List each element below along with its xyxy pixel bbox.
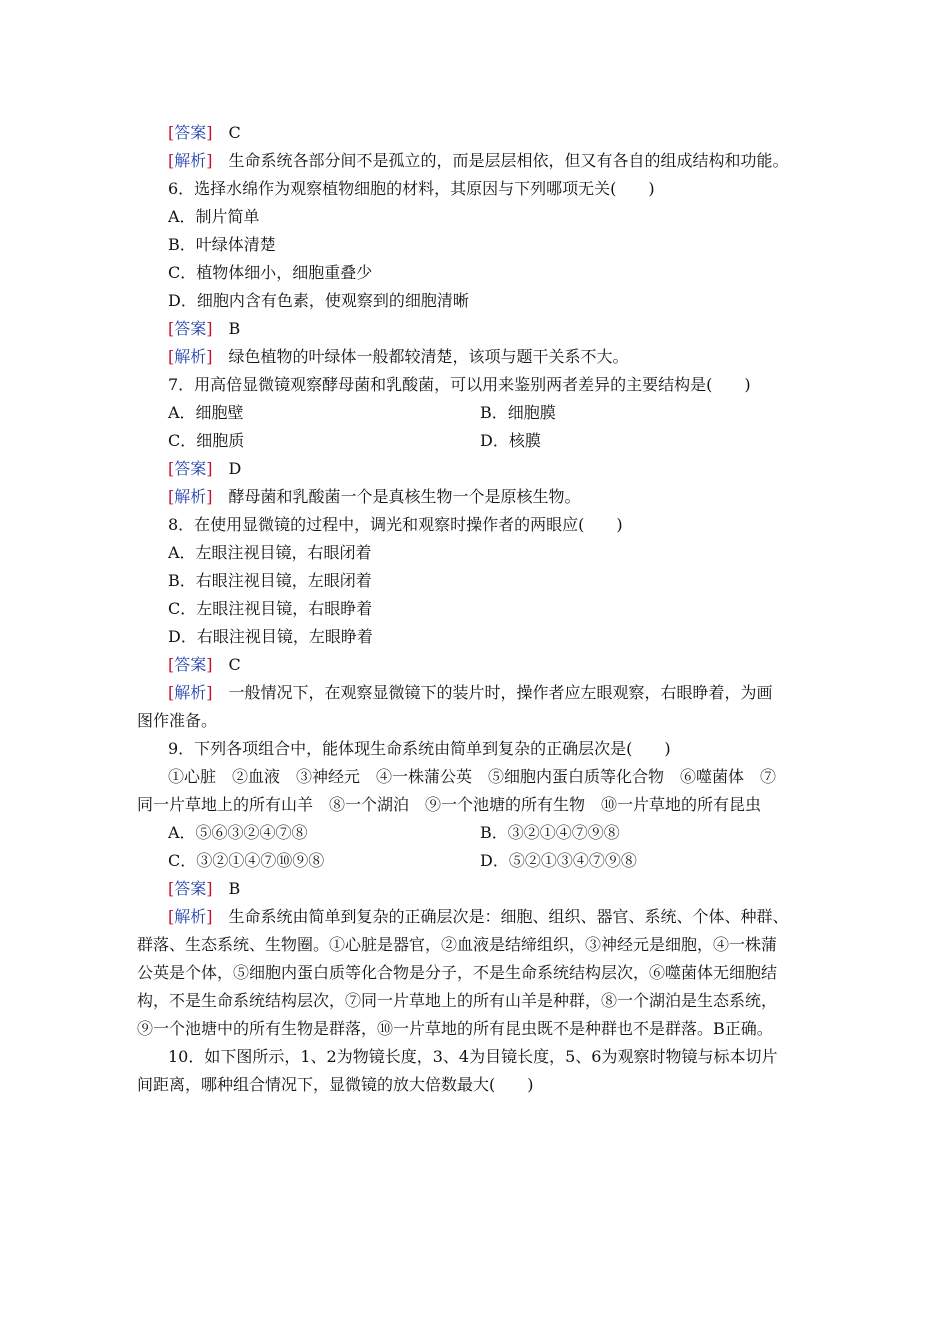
option-c: C．细胞质	[168, 431, 245, 450]
analysis-line-q7: [解析] 酵母菌和乳酸菌一个是真核生物一个是原核生物。	[168, 487, 581, 506]
answer-line-q7: [答案] D	[168, 459, 242, 478]
question-8-stem: 8．在使用显微镜的过程中，调光和观察时操作者的两眼应( )	[168, 515, 623, 534]
option-c: C．左眼注视目镜，右眼睁着	[168, 599, 373, 618]
analysis-text: 酵母菌和乳酸菌一个是真核生物一个是原核生物。	[228, 487, 581, 506]
option-b: B．③②①④⑦⑨⑧	[480, 823, 620, 842]
analysis-line-q9: [解析] 生命系统由简单到复杂的正确层次是：细胞、组织、器官、系统、个体、种群、	[168, 907, 789, 926]
question-10-stem: 10．如下图所示，1、2为物镜长度，3、4为目镜长度，5、6为观察时物镜与标本切片	[168, 1047, 778, 1066]
answer-line-q8: [答案] C	[168, 655, 241, 674]
analysis-text-continued: 图作准备。	[137, 711, 218, 730]
option-d: D．⑤②①③④⑦⑨⑧	[480, 851, 637, 870]
analysis-text: 绿色植物的叶绿体一般都较清楚，该项与题干关系不大。	[228, 347, 629, 366]
option-d: D．右眼注视目镜，左眼睁着	[168, 627, 373, 646]
question-6-stem: 6．选择水绵作为观察植物细胞的材料，其原因与下列哪项无关( )	[168, 179, 655, 198]
option-d: D．细胞内含有色素，使观察到的细胞清晰	[168, 291, 469, 310]
answer-value: B	[228, 319, 241, 338]
answer-line-q6: [答案] B	[168, 319, 241, 338]
question-9-items-continued: 同一片草地上的所有山羊 ⑧一个湖泊 ⑨一个池塘的所有生物 ⑩一片草地的所有昆虫	[137, 795, 762, 814]
option-a: A．细胞壁	[168, 403, 244, 422]
analysis-line-q8: [解析] 一般情况下，在观察显微镜下的装片时，操作者应左眼观察，右眼睁着，为画	[168, 683, 773, 702]
option-b: B．右眼注视目镜，左眼闭着	[168, 571, 372, 590]
option-d: D．核膜	[480, 431, 541, 450]
answer-value: C	[228, 655, 241, 674]
analysis-text-continued: ⑨一个池塘中的所有生物是群落，⑩一片草地的所有昆虫既不是种群也不是群落。B正确。	[137, 1019, 773, 1038]
answer-line-q9: [答案] B	[168, 879, 241, 898]
analysis-text-continued: 群落、生态系统、生物圈。①心脏是器官，②血液是结缔组织，③神经元是细胞，④一株蒲	[137, 935, 778, 954]
option-b: B．细胞膜	[480, 403, 556, 422]
option-a: A．左眼注视目镜，右眼闭着	[168, 543, 372, 562]
question-10-stem-continued: 间距离，哪种组合情况下，显微镜的放大倍数最大( )	[137, 1075, 534, 1094]
answer-value: B	[228, 879, 241, 898]
option-a: A．制片简单	[168, 207, 260, 226]
question-7-stem: 7．用高倍显微镜观察酵母菌和乳酸菌，可以用来鉴别两者差异的主要结构是( )	[168, 375, 751, 394]
analysis-text-continued: 构，不是生命系统结构层次，⑦同一片草地上的所有山羊是种群，⑧一个湖泊是生态系统，	[137, 991, 778, 1010]
option-c: C．③②①④⑦⑩⑨⑧	[168, 851, 325, 870]
option-c: C．植物体细小，细胞重叠少	[168, 263, 373, 282]
question-9-stem: 9．下列各项组合中，能体现生命系统由简单到复杂的正确层次是( )	[168, 739, 671, 758]
option-a: A．⑤⑥③②④⑦⑧	[168, 823, 308, 842]
analysis-text-continued: 公英是个体，⑤细胞内蛋白质等化合物是分子，不是生命系统结构层次，⑥噬菌体无细胞结	[137, 963, 778, 982]
answer-value: C	[228, 123, 241, 142]
analysis-line-q5: [解析] 生命系统各部分间不是孤立的，而是层层相依，但又有各自的组成结构和功能。	[168, 151, 789, 170]
analysis-text: 生命系统由简单到复杂的正确层次是：细胞、组织、器官、系统、个体、种群、	[228, 907, 789, 926]
analysis-text: 一般情况下，在观察显微镜下的装片时，操作者应左眼观察，右眼睁着，为画	[228, 683, 773, 702]
option-b: B．叶绿体清楚	[168, 235, 276, 254]
question-9-items: ①心脏 ②血液 ③神经元 ④一株蒲公英 ⑤细胞内蛋白质等化合物 ⑥噬菌体 ⑦	[168, 767, 777, 786]
answer-line-q5: [答案] C	[168, 123, 241, 142]
analysis-line-q6: [解析] 绿色植物的叶绿体一般都较清楚，该项与题干关系不大。	[168, 347, 629, 366]
answer-value: D	[228, 459, 242, 478]
analysis-text: 生命系统各部分间不是孤立的，而是层层相依，但又有各自的组成结构和功能。	[228, 151, 789, 170]
